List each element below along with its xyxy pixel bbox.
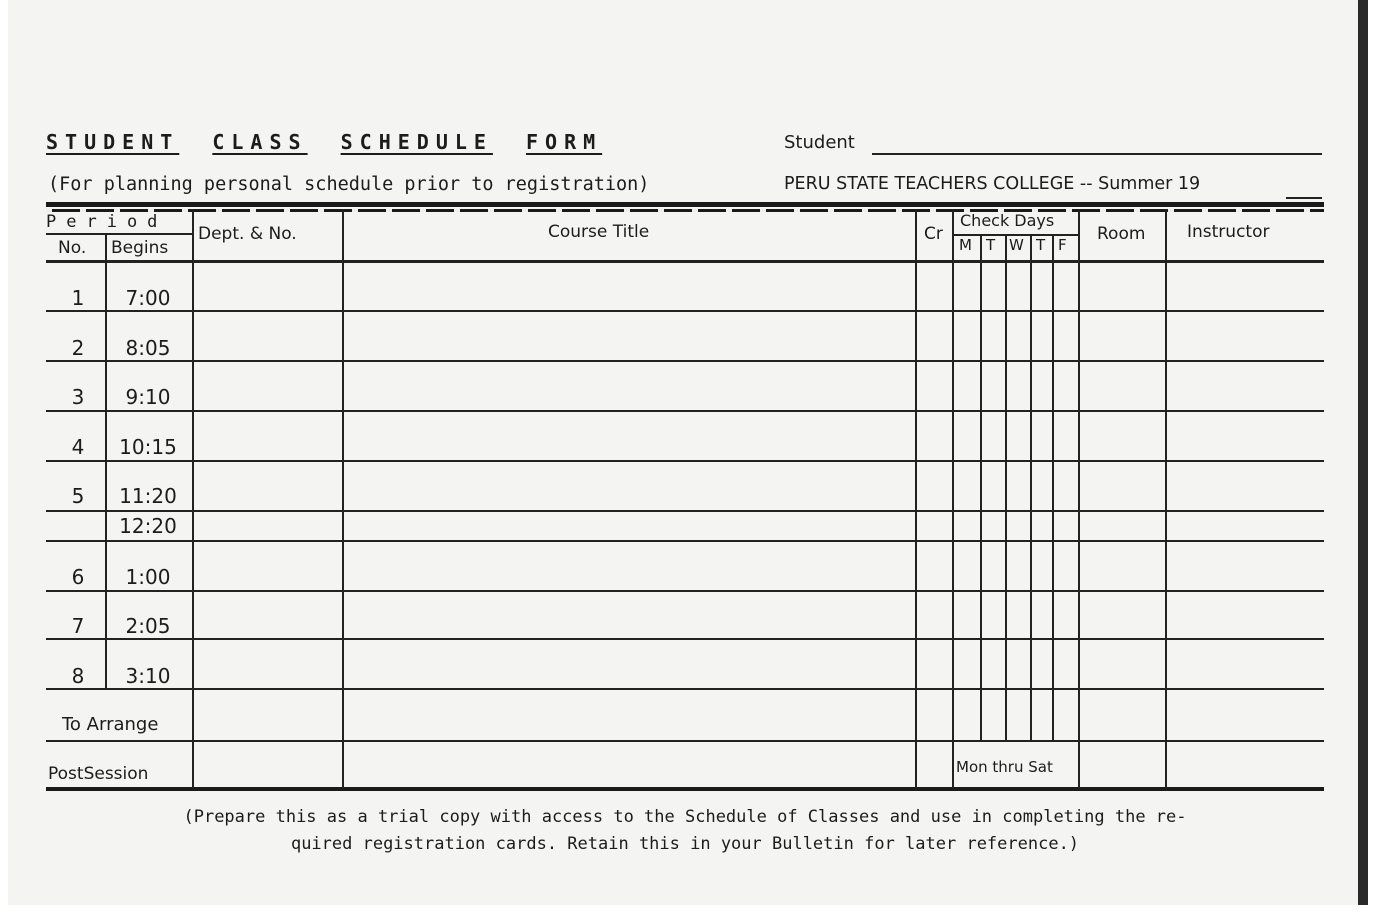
row-rule-4 [46,460,1324,462]
header-no: No. [58,238,87,258]
top-rule [46,202,1324,207]
student-name-line[interactable] [872,153,1322,155]
header-cr: Cr [924,224,943,244]
student-label: Student [784,132,855,153]
row-rule-8 [46,688,1324,690]
row-rule-3 [46,410,1324,412]
col-divider-title [915,209,917,789]
col-divider-no [105,233,107,690]
col-divider-cr [952,209,954,789]
row-no-7: 7 [71,614,85,638]
form-title [46,130,602,154]
row-no-2: 2 [71,336,85,360]
col-divider-w [1030,234,1032,740]
row-no-3: 3 [71,385,85,409]
header-day-th: T [1036,236,1046,254]
row-rule-1 [46,310,1324,312]
mon-thru-sat-label: Mon thru Sat [956,758,1053,776]
post-session-label: PostSession [48,764,149,784]
row-begins-6: 1:00 [125,565,171,589]
row-begins-3: 9:10 [125,385,171,409]
check-days-divider [954,234,1078,236]
header-begins: Begins [111,238,169,258]
col-divider-room [1165,209,1167,789]
header-day-f: F [1058,236,1067,254]
title-word-student: STUDENT [46,130,180,154]
header-day-w: W [1009,236,1024,254]
col-divider-begins [192,209,194,789]
row-begins-2: 8:05 [125,336,171,360]
header-bottom-rule [46,260,1324,263]
header-room: Room [1097,224,1146,244]
college-line: PERU STATE TEACHERS COLLEGE -- Summer 19 [784,174,1201,194]
row-rule-7 [46,638,1324,640]
header-check-days: Check Days [960,211,1055,230]
top-dashed-rule [46,209,1324,212]
row-begins-1: 7:00 [125,286,171,310]
row-rule-2 [46,360,1324,362]
header-day-t: T [986,236,996,254]
row-begins-5: 11:20 [119,484,177,508]
title-word-form: FORM [525,130,603,154]
row-rule-5b [46,540,1324,542]
row-rule-6 [46,590,1324,592]
row-begins-8: 3:10 [125,664,171,688]
row-begins-7: 2:05 [125,614,171,638]
header-instructor: Instructor [1187,222,1270,242]
row-begins-4: 10:15 [119,435,177,459]
year-blank-line[interactable] [1286,197,1322,199]
row-no-6: 6 [71,565,85,589]
col-divider-th [1052,234,1054,740]
col-divider-dept [342,209,344,789]
header-course-title: Course Title [548,222,650,242]
form-subtitle: (For planning personal schedule prior to registration) [48,174,650,195]
paper-edge-shadow [1358,0,1368,905]
col-divider-days [1078,209,1080,789]
row-rule-arrange [46,740,1324,742]
bottom-rule [46,787,1324,791]
header-period: Period [46,212,168,232]
to-arrange-label: To Arrange [62,714,159,735]
row-no-1: 1 [71,286,85,310]
period-header-divider [46,233,192,235]
footnote-line-1: (Prepare this as a trial copy with access to the Schedule of Classes and use in completing the re- [183,807,1187,827]
row-rule-5 [46,510,1324,512]
footnote-line-2: quired registration cards. Retain this in your Bulletin for later reference.) [290,834,1080,854]
title-word-schedule: SCHEDULE [340,130,493,154]
header-day-m: M [959,236,972,254]
title-word-class: CLASS [212,130,308,154]
col-divider-m [980,234,982,740]
header-dept: Dept. & No. [198,224,297,244]
row-no-8: 8 [71,664,85,688]
row-no-4: 4 [71,435,85,459]
row-no-5: 5 [71,484,85,508]
col-divider-t [1005,234,1007,740]
row-begins-lunch: 12:20 [119,514,177,538]
